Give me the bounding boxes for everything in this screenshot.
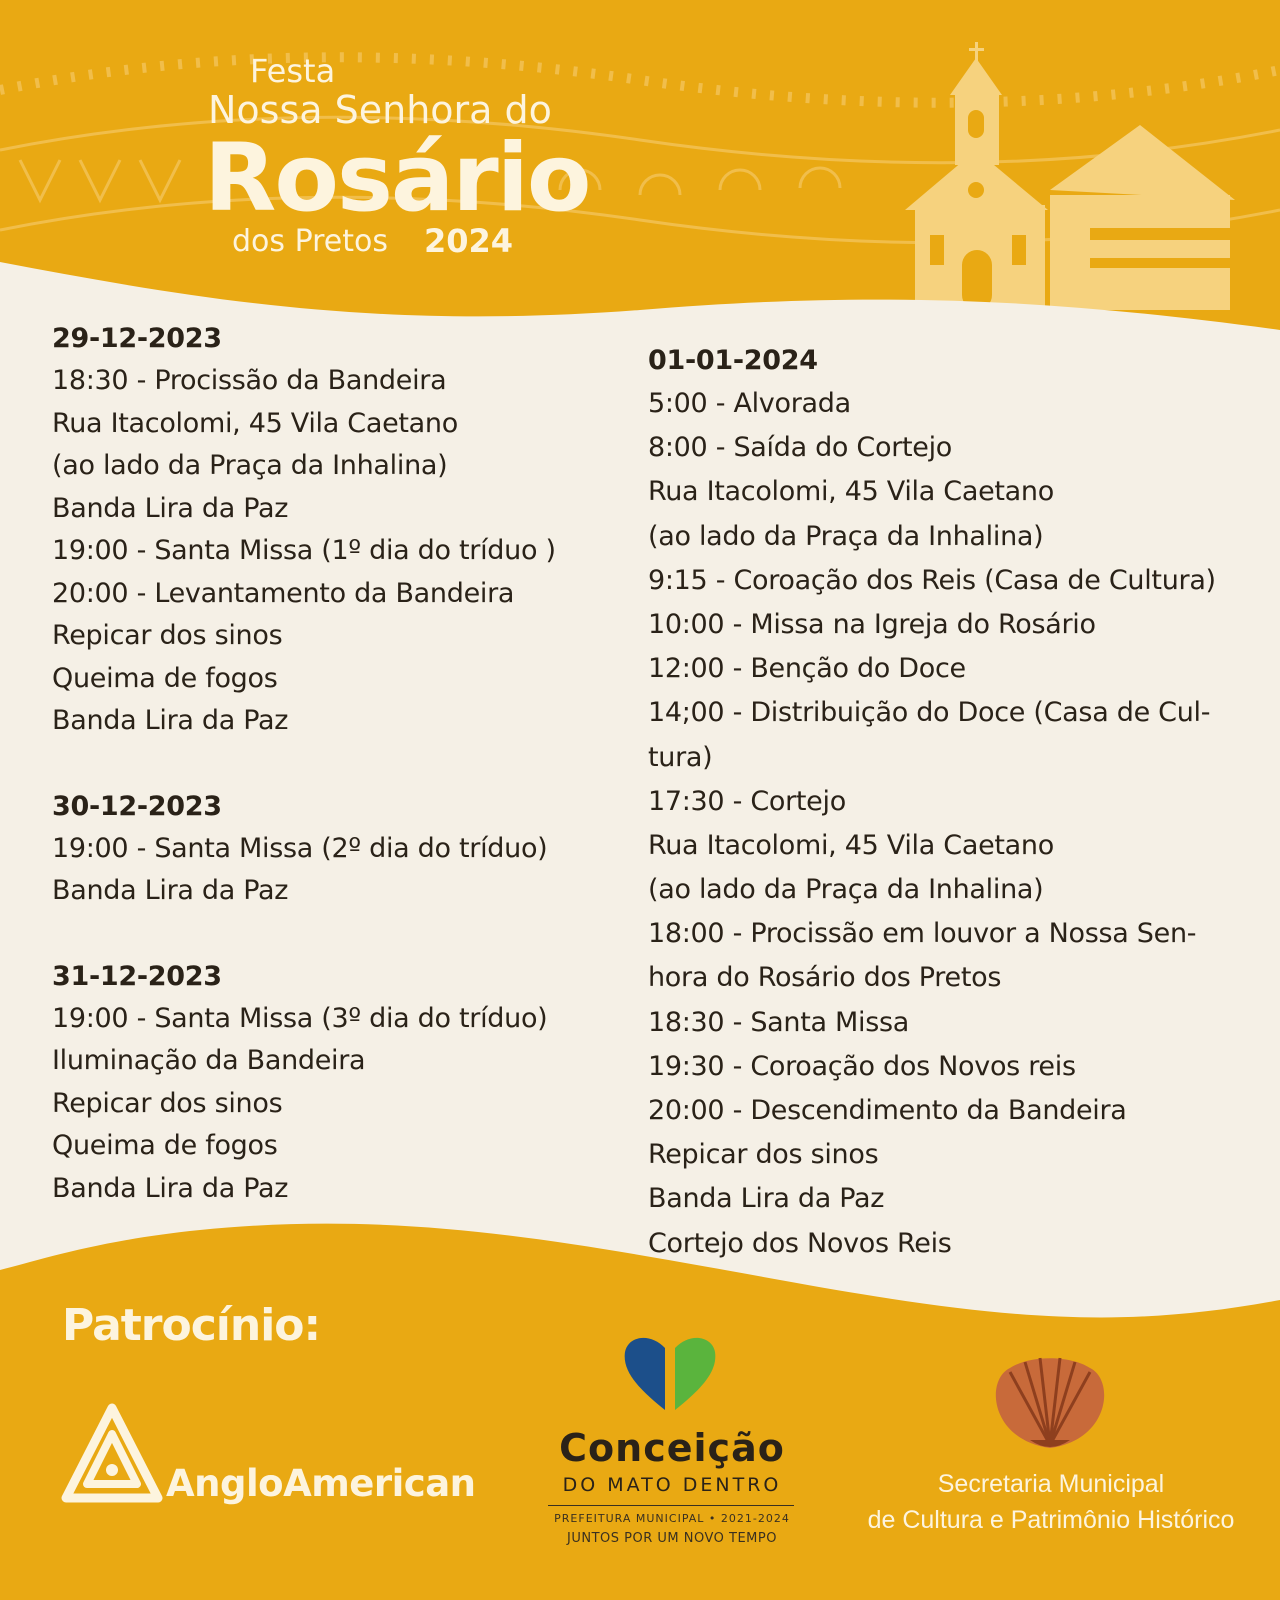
conceicao-heart-logo-icon xyxy=(625,1338,716,1410)
conceicao-logo-name: Conceição xyxy=(559,1426,785,1470)
schedule-line: (ao lado da Praça da Inhalina) xyxy=(52,450,448,481)
schedule-line: Banda Lira da Paz xyxy=(52,1172,289,1204)
schedule-line: 18:30 - Santa Missa xyxy=(648,1006,910,1038)
schedule-line: Repicar dos sinos xyxy=(52,620,283,651)
sponsors-heading: Patrocínio: xyxy=(62,1300,321,1351)
schedule-line: 14;00 - Distribuição do Doce (Casa de Cul- xyxy=(648,697,1211,729)
conceicao-logo-subtitle: DO MATO DENTRO xyxy=(562,1474,782,1496)
schedule-line: 19:00 - Santa Missa (3º dia do tríduo) xyxy=(52,1002,548,1034)
schedule-line: Repicar dos sinos xyxy=(648,1139,879,1171)
schedule-date: 29-12-2023 xyxy=(52,323,222,354)
schedule-line: 12:00 - Benção do Doce xyxy=(648,653,966,685)
schedule-line: 18:30 - Procissão da Bandeira xyxy=(52,365,447,396)
title-year: 2024 xyxy=(424,222,514,260)
schedule-line: 19:30 - Coroação dos Novos reis xyxy=(648,1050,1076,1082)
schedule-line: 9:15 - Coroação dos Reis (Casa de Cultura) xyxy=(648,564,1216,596)
schedule-line: 10:00 - Missa na Igreja do Rosário xyxy=(648,608,1096,640)
schedule-line: 17:30 - Cortejo xyxy=(648,785,846,817)
schedule-line: Repicar dos sinos xyxy=(52,1087,283,1119)
schedule-line: 19:00 - Santa Missa (2º dia do tríduo) xyxy=(52,832,548,864)
schedule-line: 20:00 - Levantamento da Bandeira xyxy=(52,577,515,609)
schedule-line: 20:00 - Descendimento da Bandeira xyxy=(648,1095,1127,1126)
schedule-line: Banda Lira da Paz xyxy=(648,1183,885,1215)
anglo-american-logo-text: AngloAmerican xyxy=(166,1462,476,1505)
schedule-line: Banda Lira da Paz xyxy=(52,875,289,906)
schedule-line: Cortejo dos Novos Reis xyxy=(648,1227,952,1259)
schedule-line: hora do Rosário dos Pretos xyxy=(648,962,1002,994)
schedule-line: Iluminação da Bandeira xyxy=(52,1045,366,1076)
schedule-line: 5:00 - Alvorada xyxy=(648,388,851,419)
schedule-date: 31-12-2023 xyxy=(52,960,222,992)
schedule-line: Queima de fogos xyxy=(52,662,278,694)
schedule-left-column xyxy=(52,317,612,1210)
schedule-line: Rua Itacolomi, 45 Vila Caetano xyxy=(52,407,458,439)
schedule-line: 18:00 - Procissão em louvor a Nossa Sen- xyxy=(648,918,1197,950)
schedule-line: Banda Lira da Paz xyxy=(52,492,289,524)
conceicao-logo-prefeitura: PREFEITURA MUNICIPAL • 2021-2024 xyxy=(554,1512,790,1525)
title-dos-pretos: dos Pretos xyxy=(232,224,389,259)
conceicao-logo-divider xyxy=(548,1505,794,1506)
schedule-line: Queima de fogos xyxy=(52,1130,278,1161)
schedule-line: tura) xyxy=(648,741,713,773)
schedule-line: (ao lado da Praça da Inhalina) xyxy=(648,520,1044,552)
title-nossa-senhora: Nossa Senhora do xyxy=(208,88,552,132)
conceicao-logo-slogan: JUNTOS POR UM NOVO TEMPO xyxy=(567,1531,777,1546)
schedule-line: 19:00 - Santa Missa (1º dia do tríduo ) xyxy=(52,535,556,566)
schedule-line: Rua Itacolomi, 45 Vila Caetano xyxy=(648,476,1054,508)
title-festa: Festa xyxy=(250,52,336,90)
schedule-line: (ao lado da Praça da Inhalina) xyxy=(648,874,1044,906)
anglo-american-logo-icon xyxy=(66,1408,158,1498)
schedule-date: 01-01-2024 xyxy=(648,345,818,376)
schedule-right-column xyxy=(648,339,1258,1266)
scallop-shell-emblem-icon xyxy=(996,1358,1104,1448)
schedule-line: 8:00 - Saída do Cortejo xyxy=(648,432,953,464)
secretaria-line-1: Secretaria Municipal xyxy=(937,1470,1165,1498)
schedule-date: 30-12-2023 xyxy=(52,790,222,822)
secretaria-line-2: de Cultura e Patrimônio Histórico xyxy=(867,1506,1235,1534)
schedule-line: Banda Lira da Paz xyxy=(52,705,289,736)
schedule-line: Rua Itacolomi, 45 Vila Caetano xyxy=(648,829,1054,861)
title-rosario: Rosário xyxy=(204,124,590,233)
